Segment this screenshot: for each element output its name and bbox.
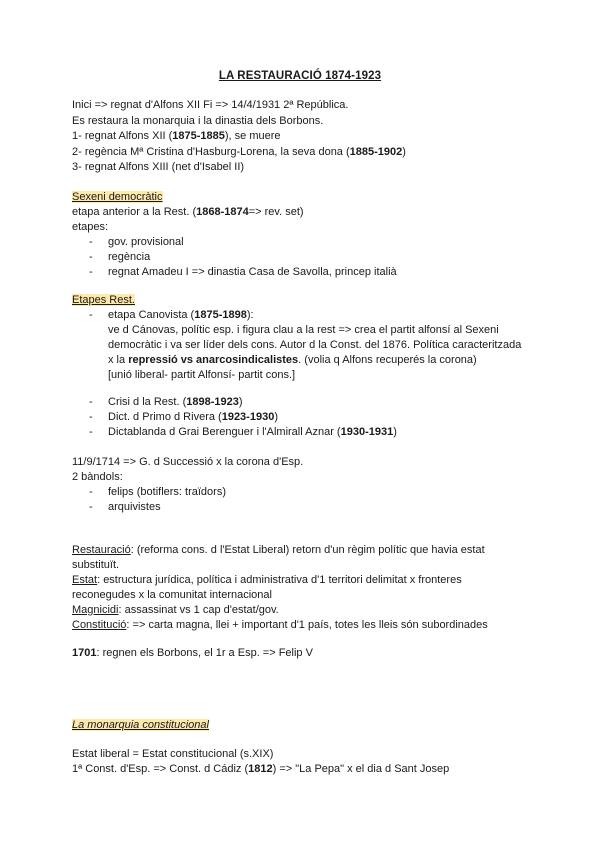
- intro-line-1: Inici => regnat d'Alfons XII Fi => 14/4/1931 2ª República.: [72, 99, 349, 111]
- canovista-text-4: [unió liberal- partit Alfonsí- partit cons.]: [108, 369, 296, 381]
- bullet-dash: -: [89, 426, 93, 438]
- sexeni-line-1: etapa anterior a la Rest. (1868-1874=> rev. set): [72, 206, 304, 218]
- canovista-text-2: democràtic i va ser líder dels cons. Autor d la Const. del 1876. Política caracteritzada: [108, 339, 522, 351]
- monarquia-heading: La monarquia constitucional: [72, 719, 209, 731]
- intro-line-4: 2- regència Mª Cristina d'Hasburg-Lorena, la seva dona (1885-1902): [72, 146, 406, 158]
- monarquia-line-2: 1ª Const. d'Esp. => Const. d Cádiz (1812) => "La Pepa" x el dia d Sant Josep: [72, 763, 450, 775]
- sexeni-line-2: etapes:: [72, 221, 109, 233]
- definition-estat: Estat: estructura jurídica, política i administrativa d'1 territori delimitat x fronteres: [72, 574, 462, 586]
- bullet-dash: -: [89, 266, 93, 278]
- definition-estat-cont: reconegudes x la comunitat internacional: [72, 589, 272, 601]
- successio-line-1: 11/9/1714 => G. d Successió x la corona d'Esp.: [72, 456, 304, 468]
- canovista-text-1: ve d Cánovas, polític esp. i figura clau a la rest => crea el partit alfonsí al Sexeni: [108, 324, 499, 336]
- etapes-heading: Etapes Rest.: [72, 294, 135, 306]
- bullet-dash: -: [89, 309, 93, 321]
- list-item-canovista: etapa Canovista (1875-1898):: [108, 309, 254, 321]
- canovista-text-3: x la repressió vs anarcosindicalistes. (volia q Alfons recuperés la corona): [108, 354, 477, 366]
- intro-line-3: 1- regnat Alfons XII (1875-1885), se muere: [72, 130, 281, 142]
- list-item: gov. provisional: [108, 236, 184, 248]
- bullet-dash: -: [89, 501, 93, 513]
- bullet-dash: -: [89, 236, 93, 248]
- list-item-dictadura: Dict. d Primo d Rivera (1923-1930): [108, 411, 278, 423]
- intro-line-2: Es restaura la monarquia i la dinastia dels Borbons.: [72, 115, 324, 127]
- list-item-crisi: Crisi d la Rest. (1898-1923): [108, 396, 243, 408]
- list-item: felips (botiflers: traïdors): [108, 486, 226, 498]
- bullet-dash: -: [89, 486, 93, 498]
- borbons-line: 1701: regnen els Borbons, el 1r a Esp. => Felip V: [72, 647, 313, 659]
- sexeni-heading: Sexeni democràtic: [72, 191, 163, 203]
- bullet-dash: -: [89, 251, 93, 263]
- document-title: LA RESTAURACIÓ 1874-1923: [218, 70, 382, 82]
- list-item: regnat Amadeu I => dinastia Casa de Savolla, princep italià: [108, 266, 397, 278]
- list-item: regència: [108, 251, 151, 263]
- monarquia-line-1: Estat liberal = Estat constitucional (s.XIX): [72, 748, 274, 760]
- definition-restauracio-cont: substituït.: [72, 559, 120, 571]
- intro-line-5: 3- regnat Alfons XIII (net d'Isabel II): [72, 161, 245, 173]
- list-item-dictablanda: Dictablanda d Grai Berenguer i l'Almirall Aznar (1930-1931): [108, 426, 397, 438]
- successio-line-2: 2 bàndols:: [72, 471, 123, 483]
- definition-restauracio: Restauració: (reforma cons. d l'Estat Liberal) retorn d'un règim polític que havia estat: [72, 544, 485, 556]
- definition-constitucio: Constitució: => carta magna, llei + important d'1 país, totes les lleis són subordinades: [72, 619, 488, 631]
- list-item: arquivistes: [108, 501, 161, 513]
- bullet-dash: -: [89, 396, 93, 408]
- bullet-dash: -: [89, 411, 93, 423]
- definition-magnicidi: Magnicidi: assassinat vs 1 cap d'estat/gov.: [72, 604, 279, 616]
